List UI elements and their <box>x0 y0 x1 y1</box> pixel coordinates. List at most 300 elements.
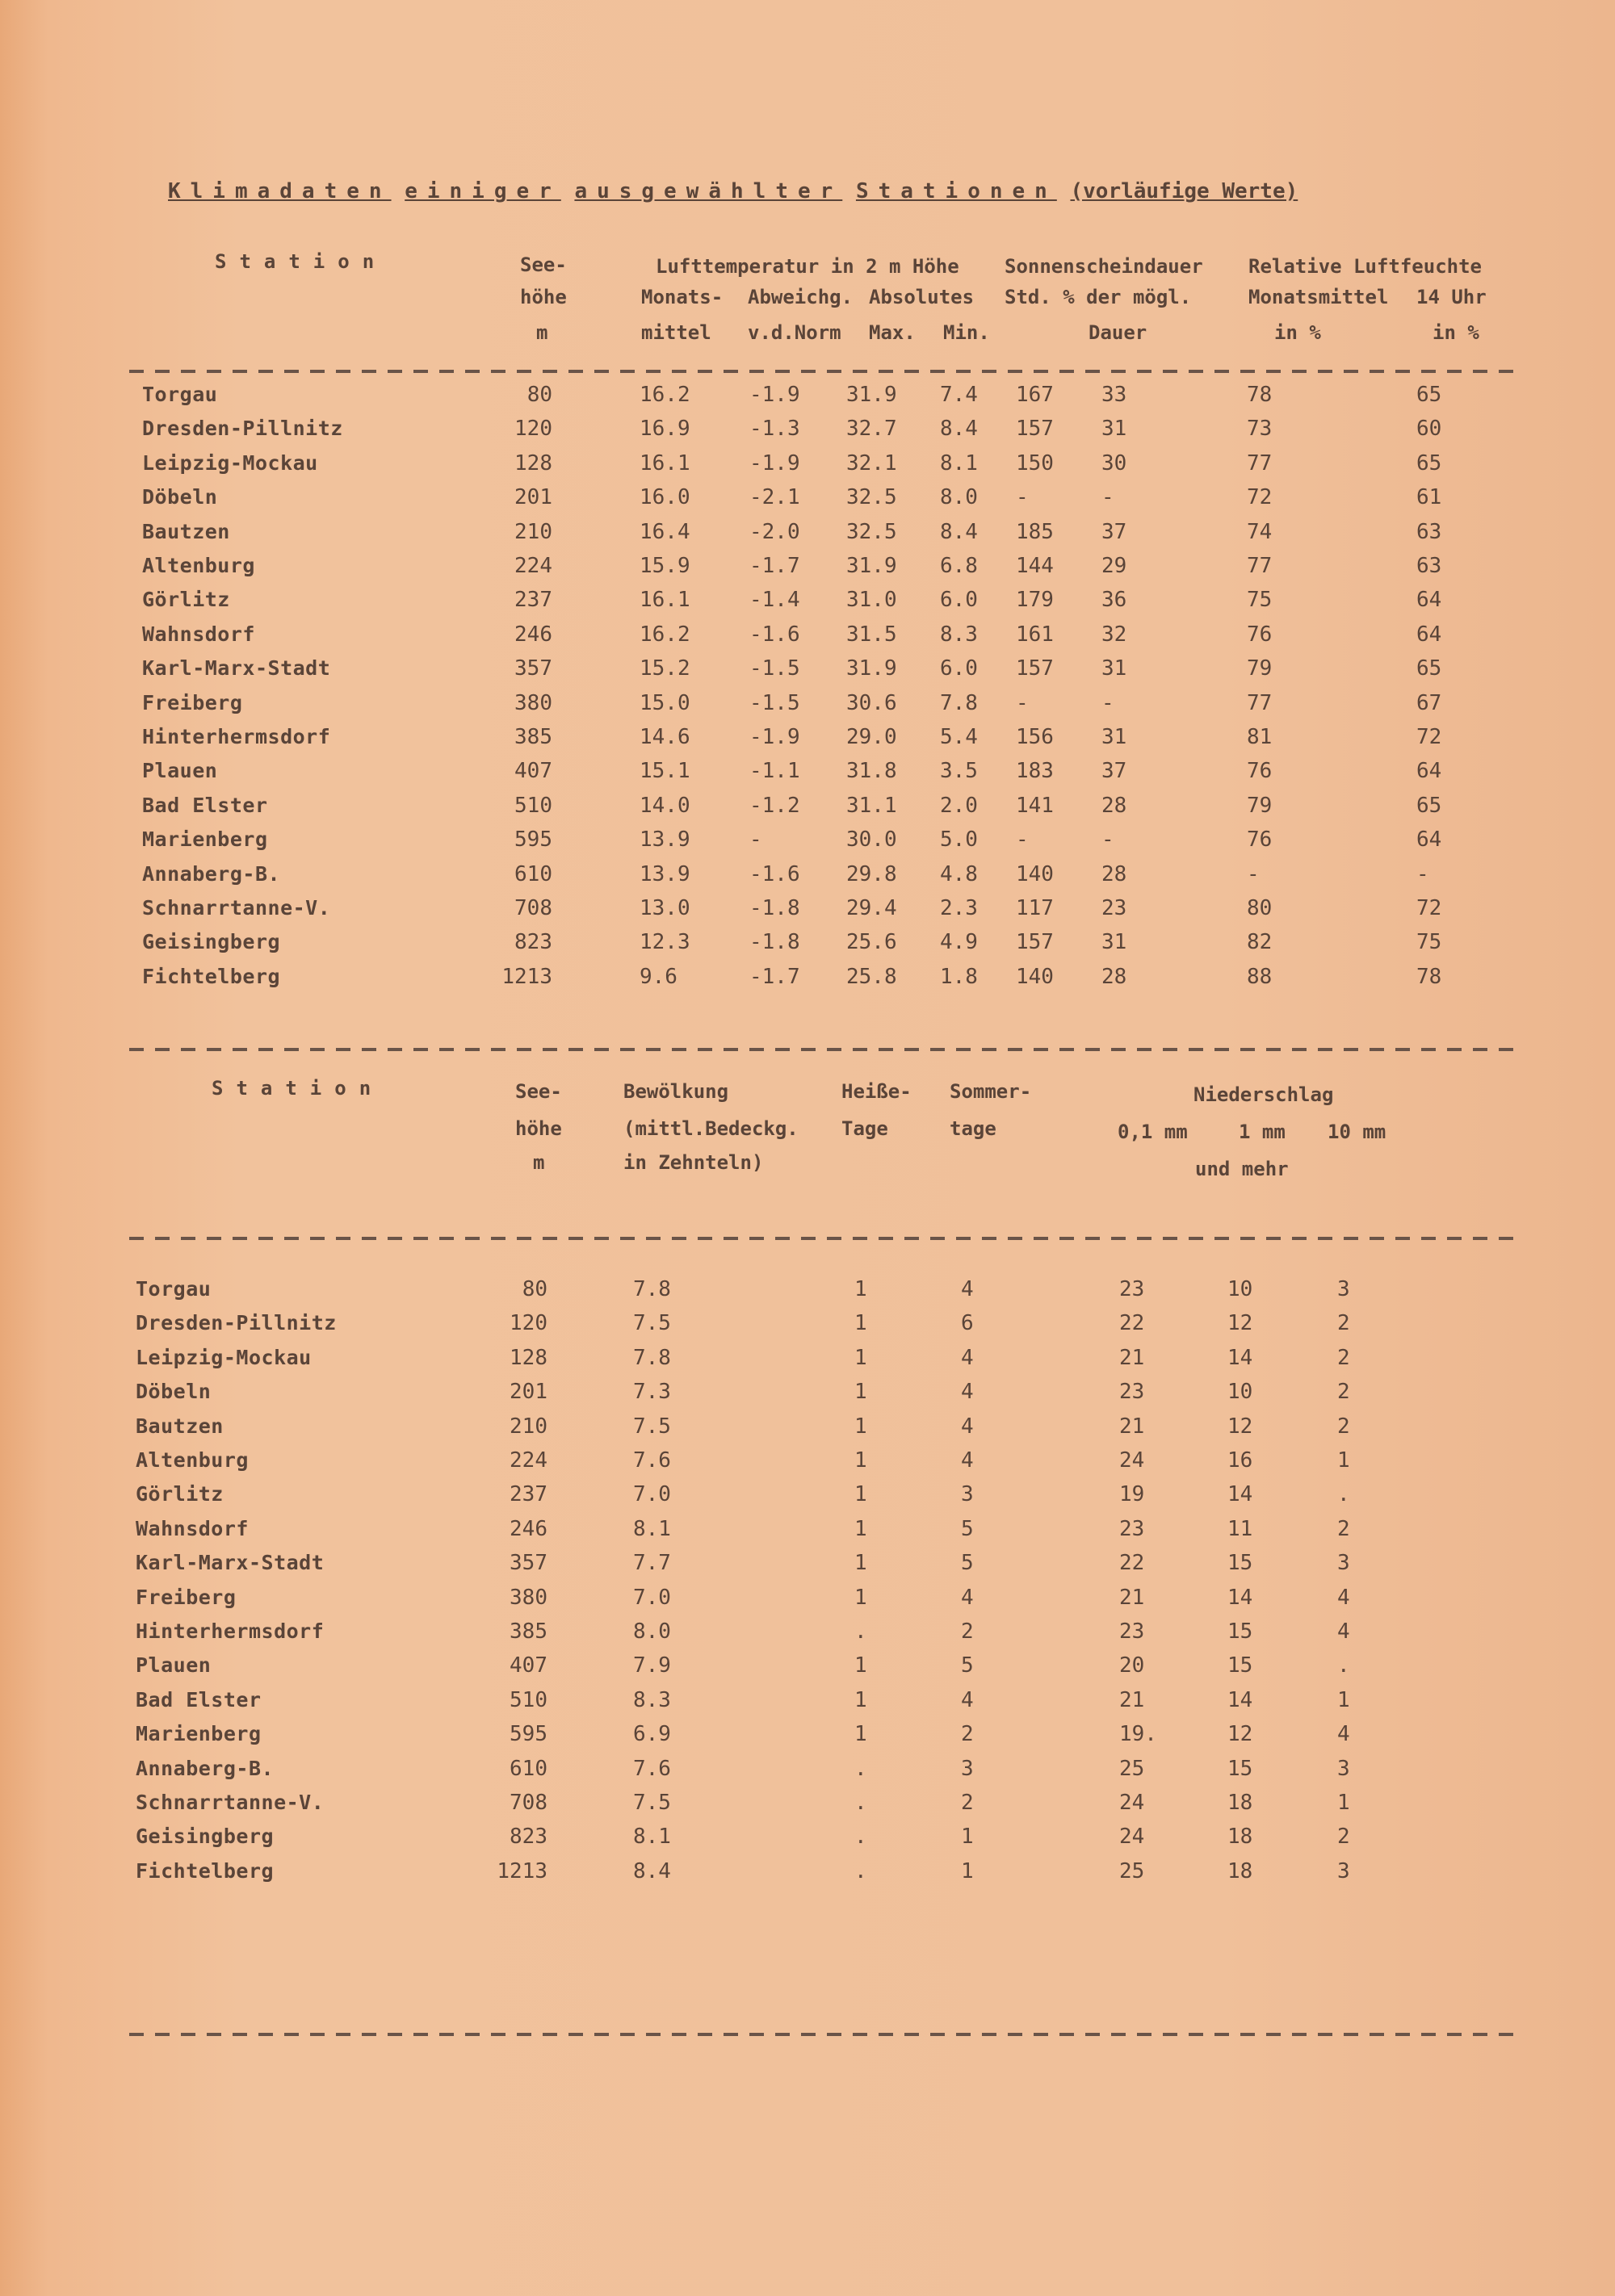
station-name: Leipzig-Mockau <box>142 450 318 475</box>
humidity-14h-cell: 60 <box>1416 417 1442 442</box>
temp-mean-cell: 15.1 <box>640 759 690 784</box>
precip-01mm-cell: 25 <box>1119 1756 1145 1781</box>
precip-1mm-cell: 14 <box>1227 1687 1253 1712</box>
sunshine-percent-cell: 33 <box>1101 383 1127 407</box>
sunshine-percent-cell: - <box>1101 485 1114 510</box>
precip-10mm-cell: 2 <box>1337 1345 1350 1370</box>
precip-1mm-cell: 18 <box>1227 1858 1253 1883</box>
station-height: 80 <box>522 1277 547 1301</box>
precip-01mm-cell: 22 <box>1119 1311 1145 1336</box>
hot-days-cell: . <box>854 1756 867 1781</box>
hot-days-cell: . <box>854 1825 867 1850</box>
summer-days-cell: 4 <box>961 1380 974 1405</box>
humidity-mean-cell: 72 <box>1247 485 1273 510</box>
station-name: Fichtelberg <box>136 1858 275 1883</box>
table1-header-station: Station <box>215 250 388 273</box>
summer-days-cell: 4 <box>961 1585 974 1610</box>
table2-header-hot-days: Heiße- <box>841 1080 912 1103</box>
station-name: Dresden-Pillnitz <box>136 1311 337 1335</box>
precip-1mm-cell: 15 <box>1227 1551 1253 1576</box>
table1-header-sun-units: Std. % der mögl. <box>1005 286 1192 308</box>
table1-header-temp-mean: Monats- <box>641 286 724 308</box>
dashed-rule <box>129 370 1522 373</box>
title-word: Klimadaten <box>168 179 392 203</box>
sunshine-hours-cell: 141 <box>1016 793 1054 818</box>
dashed-rule <box>129 2033 1522 2036</box>
summer-days-cell: 6 <box>961 1311 974 1336</box>
temp-max-cell: 32.5 <box>846 519 897 544</box>
cloud-cover-cell: 8.3 <box>633 1687 671 1712</box>
table2-header-height: höhe <box>515 1117 562 1140</box>
table1-header-hum-mean: Monatsmittel <box>1248 286 1389 308</box>
temp-min-cell: 1.8 <box>940 964 978 989</box>
station-name: Dresden-Pillnitz <box>142 417 343 441</box>
humidity-14h-cell: - <box>1416 861 1429 886</box>
precip-01mm-cell: 21 <box>1119 1414 1145 1439</box>
precip-1mm-cell: 12 <box>1227 1414 1253 1439</box>
sunshine-hours-cell: - <box>1016 690 1029 715</box>
temp-min-cell: 4.8 <box>940 861 978 886</box>
temp-max-cell: 29.0 <box>846 725 897 749</box>
precip-10mm-cell: . <box>1337 1482 1350 1507</box>
table2-header-precip: Niederschlag <box>1193 1083 1334 1106</box>
table1-header-height-unit: m <box>536 321 548 344</box>
summer-days-cell: 4 <box>961 1345 974 1370</box>
cloud-cover-cell: 7.5 <box>633 1791 671 1815</box>
sunshine-percent-cell: 28 <box>1101 793 1127 818</box>
station-height: 201 <box>514 485 552 510</box>
sunshine-hours-cell: 144 <box>1016 554 1054 578</box>
temp-mean-cell: 15.9 <box>640 554 690 578</box>
temp-deviation-cell: -1.9 <box>749 450 800 476</box>
humidity-14h-cell: 64 <box>1416 827 1442 853</box>
summer-days-cell: 3 <box>961 1482 974 1507</box>
station-name: Schnarrtanne-V. <box>142 896 331 920</box>
temp-max-cell: 32.7 <box>846 417 897 442</box>
precip-10mm-cell: 2 <box>1337 1825 1350 1850</box>
precip-01mm-cell: 23 <box>1119 1516 1145 1541</box>
table2-header-cloud: in Zehnteln) <box>623 1151 764 1174</box>
temp-min-cell: 8.1 <box>940 450 978 476</box>
temp-mean-cell: 15.0 <box>640 690 690 715</box>
station-height: 595 <box>510 1722 547 1747</box>
station-name: Wahnsdorf <box>142 622 255 646</box>
precip-1mm-cell: 14 <box>1227 1585 1253 1610</box>
temp-min-cell: 3.5 <box>940 759 978 784</box>
temp-max-cell: 29.8 <box>846 861 897 886</box>
humidity-14h-cell: 72 <box>1416 725 1442 749</box>
humidity-14h-cell: 63 <box>1416 519 1442 544</box>
station-name: Hinterhermsdorf <box>136 1619 325 1643</box>
station-name: Karl-Marx-Stadt <box>136 1551 325 1575</box>
precip-10mm-cell: 2 <box>1337 1380 1350 1405</box>
hot-days-cell: 1 <box>854 1551 867 1576</box>
station-height: 246 <box>510 1516 547 1541</box>
precip-1mm-cell: 15 <box>1227 1756 1253 1781</box>
sunshine-hours-cell: 140 <box>1016 861 1054 886</box>
temp-max-cell: 29.4 <box>846 896 897 920</box>
humidity-14h-cell: 64 <box>1416 622 1442 647</box>
humidity-mean-cell: 76 <box>1247 759 1273 784</box>
temp-max-cell: 31.9 <box>846 656 897 681</box>
humidity-mean-cell: 77 <box>1247 690 1273 715</box>
temp-min-cell: 5.4 <box>940 725 978 749</box>
station-name: Geisingberg <box>136 1825 275 1849</box>
sunshine-percent-cell: 29 <box>1101 554 1127 578</box>
sunshine-hours-cell: 117 <box>1016 896 1054 920</box>
station-height: 120 <box>510 1311 547 1336</box>
station-name: Freiberg <box>136 1585 237 1609</box>
precip-01mm-cell: 24 <box>1119 1448 1145 1473</box>
temp-mean-cell: 14.0 <box>640 793 690 818</box>
station-name: Görlitz <box>136 1482 224 1506</box>
temp-mean-cell: 9.6 <box>640 964 677 989</box>
cloud-cover-cell: 7.5 <box>633 1414 671 1439</box>
table1-header-height: höhe <box>520 286 567 308</box>
temp-deviation-cell: -2.0 <box>749 519 800 544</box>
temp-min-cell: 5.0 <box>940 827 978 853</box>
temp-min-cell: 6.0 <box>940 588 978 613</box>
precip-01mm-cell: 23 <box>1119 1380 1145 1405</box>
table1-header-hum-14: 14 Uhr <box>1416 286 1487 308</box>
precip-01mm-cell: 22 <box>1119 1551 1145 1576</box>
station-height: 224 <box>510 1448 547 1473</box>
precip-10mm-cell: 4 <box>1337 1585 1350 1610</box>
sunshine-hours-cell: 167 <box>1016 383 1054 407</box>
station-height: 210 <box>510 1414 547 1439</box>
table2-header-summer-days: tage <box>950 1117 996 1140</box>
humidity-mean-cell: 80 <box>1247 896 1273 920</box>
temp-deviation-cell: -1.8 <box>749 896 800 920</box>
hot-days-cell: 1 <box>854 1448 867 1473</box>
sunshine-percent-cell: 23 <box>1101 896 1127 920</box>
station-height: 201 <box>510 1380 547 1405</box>
station-height: 407 <box>514 759 552 784</box>
precip-01mm-cell: 24 <box>1119 1825 1145 1850</box>
station-name: Bautzen <box>142 519 230 543</box>
temp-deviation-cell: -1.9 <box>749 383 800 407</box>
cloud-cover-cell: 7.0 <box>633 1585 671 1610</box>
station-height: 380 <box>510 1585 547 1610</box>
cloud-cover-cell: 8.4 <box>633 1858 671 1883</box>
precip-10mm-cell: 3 <box>1337 1551 1350 1576</box>
precip-1mm-cell: 12 <box>1227 1722 1253 1747</box>
precip-10mm-cell: 3 <box>1337 1858 1350 1883</box>
temp-mean-cell: 16.4 <box>640 519 690 544</box>
precip-01mm-cell: 21 <box>1119 1585 1145 1610</box>
station-name: Freiberg <box>142 690 243 714</box>
station-name: Döbeln <box>142 485 218 509</box>
precip-1mm-cell: 10 <box>1227 1380 1253 1405</box>
hot-days-cell: 1 <box>854 1516 867 1541</box>
hot-days-cell: 1 <box>854 1414 867 1439</box>
table1-header-hum-unit: in % <box>1433 321 1479 344</box>
cloud-cover-cell: 7.8 <box>633 1277 671 1301</box>
temp-max-cell: 25.8 <box>846 964 897 989</box>
temp-min-cell: 7.8 <box>940 690 978 715</box>
temp-min-cell: 4.9 <box>940 930 978 955</box>
humidity-mean-cell: 75 <box>1247 588 1273 613</box>
sunshine-percent-cell: 37 <box>1101 759 1127 784</box>
hot-days-cell: 1 <box>854 1380 867 1405</box>
precip-01mm-cell: 23 <box>1119 1277 1145 1301</box>
station-height: 120 <box>514 417 552 442</box>
temp-mean-cell: 16.9 <box>640 417 690 442</box>
sunshine-percent-cell: - <box>1101 827 1114 853</box>
hot-days-cell: 1 <box>854 1482 867 1507</box>
dashed-rule <box>129 1048 1522 1051</box>
temp-max-cell: 31.9 <box>846 383 897 407</box>
precip-1mm-cell: 11 <box>1227 1516 1253 1541</box>
precip-01mm-cell: 19 <box>1119 1482 1145 1507</box>
title-suffix: (vorläufige Werte) <box>1070 179 1298 203</box>
humidity-14h-cell: 65 <box>1416 450 1442 476</box>
humidity-14h-cell: 61 <box>1416 485 1442 510</box>
station-height: 128 <box>510 1345 547 1370</box>
temp-mean-cell: 16.2 <box>640 622 690 647</box>
station-height: 510 <box>510 1687 547 1712</box>
station-name: Görlitz <box>142 588 230 612</box>
cloud-cover-cell: 7.3 <box>633 1380 671 1405</box>
temp-mean-cell: 14.6 <box>640 725 690 749</box>
station-name: Bad Elster <box>142 793 268 817</box>
summer-days-cell: 4 <box>961 1414 974 1439</box>
temp-max-cell: 25.6 <box>846 930 897 955</box>
sunshine-percent-cell: 32 <box>1101 622 1127 647</box>
station-height: 1213 <box>501 964 552 989</box>
precip-01mm-cell: 21 <box>1119 1345 1145 1370</box>
summer-days-cell: 1 <box>961 1825 974 1850</box>
table1-header-temp-min: Min. <box>943 321 990 344</box>
humidity-mean-cell: 78 <box>1247 383 1273 407</box>
cloud-cover-cell: 7.7 <box>633 1551 671 1576</box>
station-height: 380 <box>514 690 552 715</box>
table1-header-temp-max: Max. <box>869 321 916 344</box>
temp-min-cell: 7.4 <box>940 383 978 407</box>
sunshine-percent-cell: 31 <box>1101 930 1127 955</box>
station-height: 708 <box>510 1791 547 1815</box>
station-name: Bad Elster <box>136 1687 262 1712</box>
hot-days-cell: 1 <box>854 1653 867 1678</box>
station-height: 385 <box>510 1619 547 1644</box>
station-height: 128 <box>514 450 552 476</box>
hot-days-cell: 1 <box>854 1345 867 1370</box>
sunshine-percent-cell: 31 <box>1101 656 1127 681</box>
summer-days-cell: 5 <box>961 1551 974 1576</box>
temp-deviation-cell: -1.9 <box>749 725 800 749</box>
station-height: 610 <box>514 861 552 886</box>
sunshine-hours-cell: - <box>1016 827 1029 853</box>
precip-10mm-cell: 4 <box>1337 1722 1350 1747</box>
precip-01mm-cell: 23 <box>1119 1619 1145 1644</box>
temp-deviation-cell: -1.2 <box>749 793 800 818</box>
station-name: Altenburg <box>142 554 255 577</box>
cloud-cover-cell: 7.0 <box>633 1482 671 1507</box>
summer-days-cell: 4 <box>961 1277 974 1301</box>
sunshine-percent-cell: - <box>1101 690 1114 715</box>
station-name: Schnarrtanne-V. <box>136 1791 325 1814</box>
summer-days-cell: 3 <box>961 1756 974 1781</box>
table1-header-temp-mean: mittel <box>641 321 711 344</box>
temp-mean-cell: 12.3 <box>640 930 690 955</box>
temp-max-cell: 31.5 <box>846 622 897 647</box>
sunshine-hours-cell: 183 <box>1016 759 1054 784</box>
temp-max-cell: 31.9 <box>846 554 897 578</box>
station-height: 237 <box>510 1482 547 1507</box>
station-name: Leipzig-Mockau <box>136 1345 312 1369</box>
station-name: Bautzen <box>136 1414 224 1438</box>
temp-deviation-cell: -1.5 <box>749 656 800 681</box>
humidity-mean-cell: 73 <box>1247 417 1273 442</box>
sunshine-hours-cell: 156 <box>1016 725 1054 749</box>
table1-header-height: See- <box>520 253 567 276</box>
temp-min-cell: 2.0 <box>940 793 978 818</box>
sunshine-hours-cell: 157 <box>1016 417 1054 442</box>
sunshine-hours-cell: 140 <box>1016 964 1054 989</box>
cloud-cover-cell: 7.6 <box>633 1756 671 1781</box>
station-height: 246 <box>514 622 552 647</box>
table2-header-station: Station <box>212 1077 384 1100</box>
precip-10mm-cell: 3 <box>1337 1756 1350 1781</box>
sunshine-hours-cell: - <box>1016 485 1029 510</box>
station-height: 237 <box>514 588 552 613</box>
temp-max-cell: 30.6 <box>846 690 897 715</box>
station-name: Annaberg-B. <box>136 1756 275 1780</box>
precip-01mm-cell: 19. <box>1119 1722 1157 1747</box>
station-height: 407 <box>510 1653 547 1678</box>
sunshine-percent-cell: 36 <box>1101 588 1127 613</box>
precip-10mm-cell: 3 <box>1337 1277 1350 1301</box>
summer-days-cell: 2 <box>961 1791 974 1815</box>
precip-10mm-cell: 1 <box>1337 1687 1350 1712</box>
station-height: 610 <box>510 1756 547 1781</box>
temp-max-cell: 30.0 <box>846 827 897 853</box>
hot-days-cell: . <box>854 1791 867 1815</box>
table2-header-height-unit: m <box>533 1151 545 1174</box>
table1-header-humidity: Relative Luftfeuchte <box>1248 255 1482 278</box>
table1-header-temp-dev: Abweichg. <box>748 286 854 308</box>
station-height: 357 <box>510 1551 547 1576</box>
station-name: Altenburg <box>136 1448 249 1472</box>
station-height: 80 <box>526 383 552 407</box>
humidity-mean-cell: 82 <box>1247 930 1273 955</box>
table2-header-precip-more: und mehr <box>1195 1158 1289 1180</box>
table1-header-temp-abs: Absolutes <box>869 286 975 308</box>
precip-01mm-cell: 24 <box>1119 1791 1145 1815</box>
summer-days-cell: 1 <box>961 1858 974 1883</box>
sunshine-hours-cell: 157 <box>1016 656 1054 681</box>
temp-deviation-cell: -1.8 <box>749 930 800 955</box>
temp-deviation-cell: -1.7 <box>749 554 800 578</box>
humidity-mean-cell: 77 <box>1247 450 1273 476</box>
table2-header-summer-days: Sommer- <box>950 1080 1032 1103</box>
humidity-mean-cell: 88 <box>1247 964 1273 989</box>
station-height: 708 <box>514 896 552 920</box>
station-name: Hinterhermsdorf <box>142 725 331 748</box>
humidity-14h-cell: 65 <box>1416 793 1442 818</box>
temp-deviation-cell: -1.5 <box>749 690 800 715</box>
precip-10mm-cell: 2 <box>1337 1414 1350 1439</box>
temp-min-cell: 8.0 <box>940 485 978 510</box>
station-height: 224 <box>514 554 552 578</box>
humidity-14h-cell: 65 <box>1416 383 1442 407</box>
table1-header-temp: Lufttemperatur in 2 m Höhe <box>656 255 959 278</box>
table2-header-precip-01: 0,1 mm <box>1118 1121 1188 1143</box>
title-word: Stationen <box>855 179 1057 203</box>
humidity-14h-cell: 78 <box>1416 964 1442 989</box>
temp-mean-cell: 16.1 <box>640 450 690 476</box>
temp-max-cell: 31.8 <box>846 759 897 784</box>
temp-deviation-cell: - <box>749 827 762 853</box>
sunshine-percent-cell: 31 <box>1101 417 1127 442</box>
humidity-14h-cell: 65 <box>1416 656 1442 681</box>
sunshine-percent-cell: 28 <box>1101 964 1127 989</box>
precip-10mm-cell: . <box>1337 1653 1350 1678</box>
precip-10mm-cell: 1 <box>1337 1448 1350 1473</box>
sunshine-hours-cell: 179 <box>1016 588 1054 613</box>
summer-days-cell: 2 <box>961 1722 974 1747</box>
precip-10mm-cell: 2 <box>1337 1311 1350 1336</box>
precip-1mm-cell: 18 <box>1227 1825 1253 1850</box>
temp-deviation-cell: -1.6 <box>749 861 800 886</box>
humidity-14h-cell: 72 <box>1416 896 1442 920</box>
station-name: Döbeln <box>136 1380 212 1404</box>
sunshine-percent-cell: 37 <box>1101 519 1127 544</box>
station-name: Torgau <box>136 1277 212 1301</box>
cloud-cover-cell: 6.9 <box>633 1722 671 1747</box>
document-title <box>168 179 1412 212</box>
temp-mean-cell: 13.9 <box>640 861 690 886</box>
precip-1mm-cell: 14 <box>1227 1345 1253 1370</box>
precip-1mm-cell: 14 <box>1227 1482 1253 1507</box>
hot-days-cell: 1 <box>854 1722 867 1747</box>
station-height: 823 <box>514 930 552 955</box>
sunshine-hours-cell: 185 <box>1016 519 1054 544</box>
humidity-mean-cell: 76 <box>1247 827 1273 853</box>
precip-01mm-cell: 20 <box>1119 1653 1145 1678</box>
station-height: 210 <box>514 519 552 544</box>
temp-deviation-cell: -1.1 <box>749 759 800 784</box>
hot-days-cell: 1 <box>854 1311 867 1336</box>
summer-days-cell: 2 <box>961 1619 974 1644</box>
temp-mean-cell: 13.0 <box>640 896 690 920</box>
humidity-mean-cell: 81 <box>1247 725 1273 749</box>
humidity-14h-cell: 64 <box>1416 759 1442 784</box>
humidity-mean-cell: 79 <box>1247 656 1273 681</box>
summer-days-cell: 5 <box>961 1516 974 1541</box>
station-height: 357 <box>514 656 552 681</box>
temp-min-cell: 2.3 <box>940 896 978 920</box>
sunshine-percent-cell: 28 <box>1101 861 1127 886</box>
title-word: ausgewählter <box>574 179 843 203</box>
table2-header-precip-1: 1 mm <box>1239 1121 1286 1143</box>
temp-min-cell: 8.3 <box>940 622 978 647</box>
station-name: Annaberg-B. <box>142 861 281 886</box>
temp-mean-cell: 16.2 <box>640 383 690 407</box>
cloud-cover-cell: 7.5 <box>633 1311 671 1336</box>
temp-deviation-cell: -1.7 <box>749 964 800 989</box>
temp-mean-cell: 13.9 <box>640 827 690 853</box>
station-name: Fichtelberg <box>142 964 281 988</box>
station-name: Torgau <box>142 383 218 406</box>
table1-header-sun: Sonnenscheindauer <box>1005 255 1203 278</box>
station-name: Karl-Marx-Stadt <box>142 656 331 681</box>
hot-days-cell: . <box>854 1858 867 1883</box>
humidity-mean-cell: 74 <box>1247 519 1273 544</box>
precip-1mm-cell: 10 <box>1227 1277 1253 1301</box>
precip-1mm-cell: 12 <box>1227 1311 1253 1336</box>
hot-days-cell: . <box>854 1619 867 1644</box>
